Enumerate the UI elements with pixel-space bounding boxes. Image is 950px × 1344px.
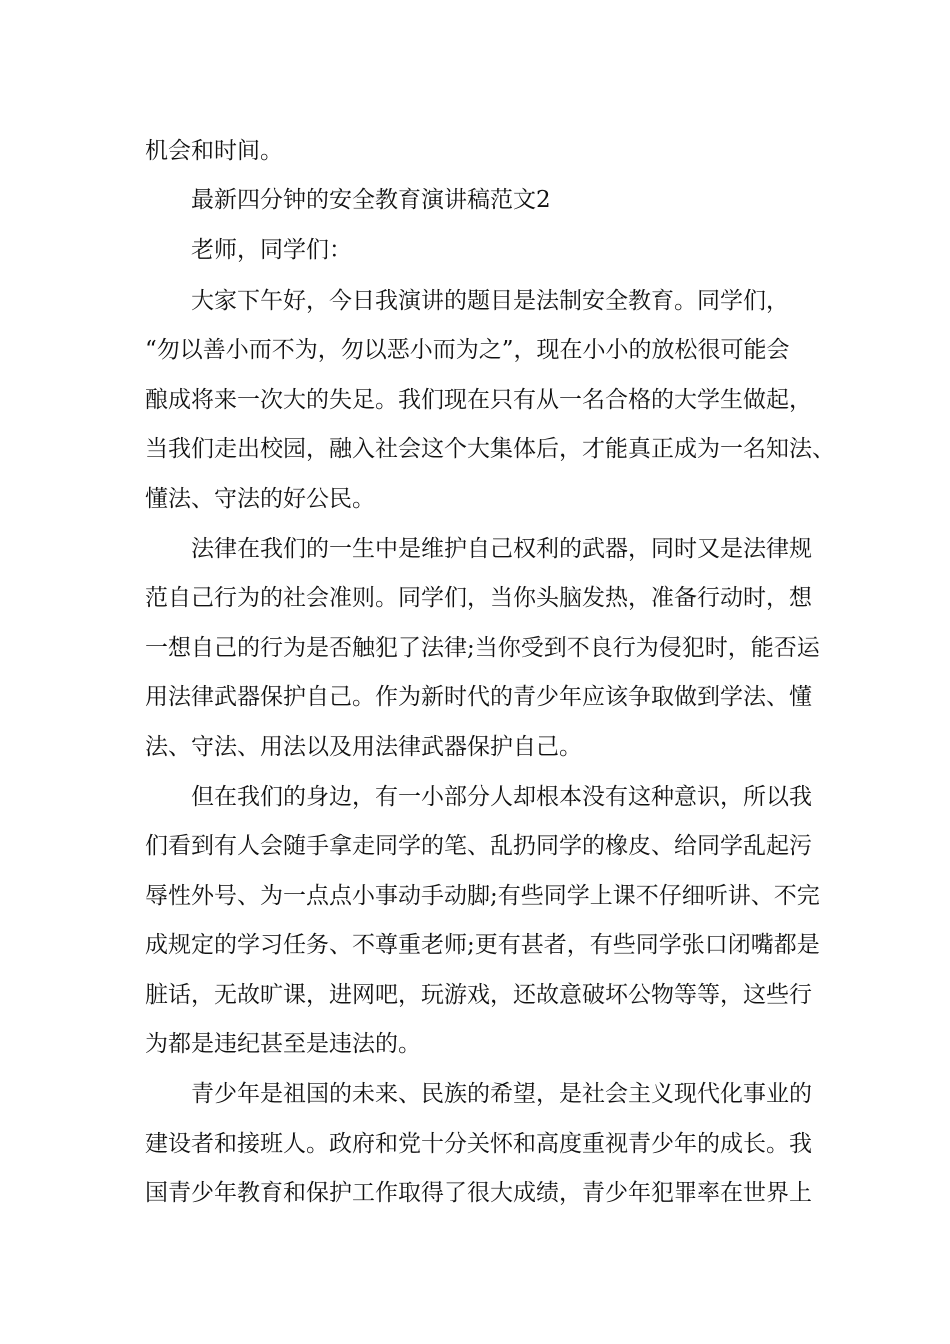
text-line: 懂法、守法的好公民。 — [145, 486, 375, 512]
text-line: 酿成将来一次大的失足。我们现在只有从一名合格的大学生做起， — [145, 387, 812, 413]
text-line: 法律在我们的一生中是维护自己权利的武器，同时又是法律规 — [191, 536, 812, 562]
text-line: 国青少年教育和保护工作取得了很大成绩，青少年犯罪率在世界上 — [145, 1180, 812, 1206]
text-line: 辱性外号、为一点点小事动手动脚;有些同学上课不仔细听讲、不完 — [145, 883, 820, 909]
text-line: 大家下午好，今日我演讲的题目是法制安全教育。同学们， — [191, 288, 789, 314]
text-line: 法、守法、用法以及用法律武器保护自己。 — [145, 734, 582, 760]
text-line: “勿以善小而不为，勿以恶小而为之”，现在小小的放松很可能会 — [145, 337, 790, 363]
text-line: 们看到有人会随手拿走同学的笔、乱扔同学的橡皮、给同学乱起污 — [145, 833, 812, 859]
text-line: 为都是违纪甚至是违法的。 — [145, 1031, 421, 1057]
text-line: 机会和时间。 — [145, 138, 283, 164]
text-line: 建设者和接班人。政府和党十分关怀和高度重视青少年的成长。我 — [145, 1131, 812, 1157]
text-line: 范自己行为的社会准则。同学们，当你头脑发热，准备行动时，想 — [145, 585, 812, 611]
text-line: 青少年是祖国的未来、民族的希望，是社会主义现代化事业的 — [191, 1081, 812, 1107]
salutation: 老师，同学们： — [191, 237, 352, 263]
section-heading: 最新四分钟的安全教育演讲稿范文2 — [191, 187, 551, 213]
text-line: 脏话，无故旷课，进网吧，玩游戏，还故意破坏公物等等，这些行 — [145, 982, 812, 1008]
text-line: 但在我们的身边，有一小部分人却根本没有这种意识，所以我 — [191, 784, 812, 810]
text-line: 一想自己的行为是否触犯了法律;当你受到不良行为侵犯时，能否运 — [145, 635, 820, 661]
text-line: 成规定的学习任务、不尊重老师;更有甚者，有些同学张口闭嘴都是 — [145, 932, 820, 958]
text-line: 当我们走出校园，融入社会这个大集体后，才能真正成为一名知法、 — [145, 436, 835, 462]
text-line: 用法律武器保护自己。作为新时代的青少年应该争取做到学法、懂 — [145, 684, 812, 710]
